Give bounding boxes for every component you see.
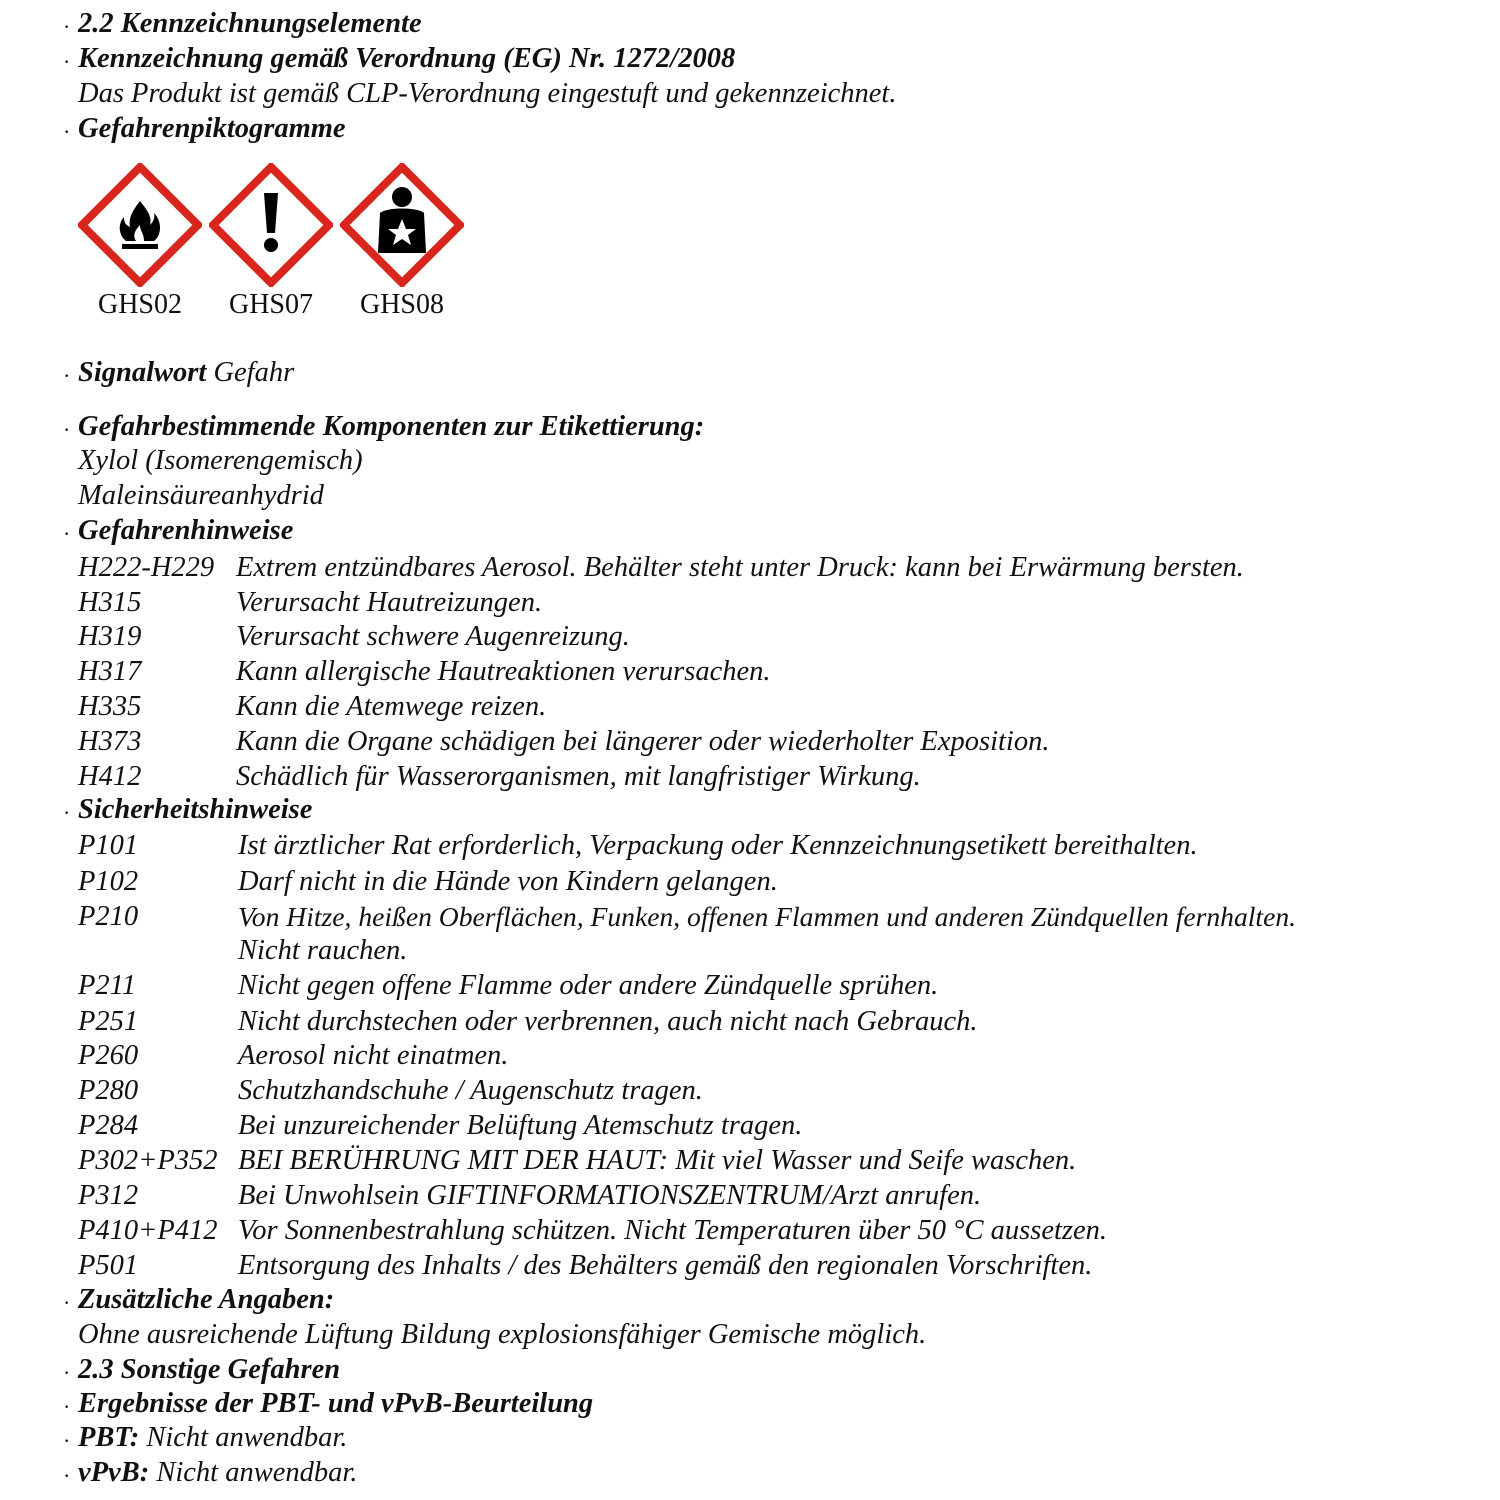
bullet: · [63,800,71,825]
component-item: Xylol (Isomerengemisch) [78,445,363,476]
precaution-text: Nicht gegen offene Flamme oder andere Zündquelle sprühen. [238,970,939,1001]
precaution-text: Schutzhandschuhe / Augenschutz tragen. [238,1075,703,1106]
precaution-text: Aerosol nicht einatmen. [238,1040,509,1071]
precaution-heading [78,796,312,825]
precaution-code: P501 [78,1250,139,1281]
precaution-code: P302+P352 [78,1145,218,1176]
vpvb-value: Nicht anwendbar. [156,1457,358,1488]
hazard-text: Verursacht schwere Augenreizung. [236,621,630,652]
precaution-code: P280 [78,1075,139,1106]
flame-icon [78,163,202,287]
bullet: · [63,521,71,546]
bullet: · [63,363,71,388]
precaution-text: Bei unzureichender Belüftung Atemschutz tragen. [238,1110,803,1141]
signal-word-label: Signalwort [78,357,207,388]
bullet: · [63,1463,71,1488]
section-2-3-text: 2.3 Sonstige Gefahren [78,1354,341,1385]
additional-text: Ohne ausreichende Lüftung Bildung explosionsfähiger Gemische möglich. [78,1319,927,1350]
component-item: Maleinsäureanhydrid [78,480,324,511]
components-heading-text: Gefahrbestimmende Komponenten zur Etikettierung: [78,411,705,442]
bullet: · [63,1290,71,1315]
precaution-text: Darf nicht in die Hände von Kindern gelangen. [238,866,778,897]
signal-word [78,359,294,388]
hazard-code: H317 [78,656,142,687]
precaution-code: P260 [78,1040,139,1071]
hazard-code: H335 [78,691,142,722]
hazard-text: Extrem entzündbares Aerosol. Behälter steht unter Druck: kann bei Erwärmung bersten. [236,552,1244,583]
hazard-text: Verursacht Hautreizungen. [236,587,543,618]
vpvb-row [78,1459,357,1488]
hazard-text: Kann die Atemwege reizen. [236,691,547,722]
exclamation-icon [209,163,333,287]
vpvb-label: vPvB: [78,1457,150,1488]
hazard-text: Kann die Organe schädigen bei längerer oder wiederholter Exposition. [236,726,1050,757]
health-hazard-icon [340,163,464,287]
bullet: · [63,49,71,74]
pictograms-heading-text: Gefahrenpiktogramme [78,113,346,144]
precaution-code: P410+P412 [78,1215,218,1246]
labelling-heading [78,45,735,74]
precaution-text: Nicht durchstechen oder verbrennen, auch nicht nach Gebrauch. [238,1006,978,1037]
precaution-text-continued: Nicht rauchen. [238,935,408,966]
hazard-heading-text: Gefahrenhinweise [78,515,294,546]
bullet: · [63,119,71,144]
precaution-code: P101 [78,830,139,861]
precaution-text: Von Hitze, heißen Oberflächen, Funken, offenen Flammen und anderen Zündquellen fernhalten. [238,901,1297,932]
hazard-text: Schädlich für Wasserorganismen, mit langfristiger Wirkung. [236,761,921,792]
labelling-text: Das Produkt ist gemäß CLP-Verordnung eingestuft und gekennzeichnet. [78,78,897,109]
additional-heading [78,1286,334,1315]
precaution-text: BEI BERÜHRUNG MIT DER HAUT: Mit viel Wasser und Seife waschen. [238,1145,1077,1176]
precaution-text: Bei Unwohlsein GIFTINFORMATIONSZENTRUM/Arzt anrufen. [238,1180,982,1211]
bullet: · [63,417,71,442]
precaution-text: Ist ärztlicher Rat erforderlich, Verpackung oder Kennzeichnungsetikett bereithalten. [238,830,1198,861]
precaution-code: P312 [78,1180,139,1211]
precaution-text: Entsorgung des Inhalts / des Behälters gemäß den regionalen Vorschriften. [238,1250,1093,1281]
precaution-code: P251 [78,1006,139,1037]
hazard-heading [78,517,293,546]
pbt-heading [78,1390,593,1419]
precaution-code: P211 [78,970,137,1001]
pbt-row [78,1424,347,1453]
section-2-2-heading [78,10,422,39]
precaution-heading-text: Sicherheitshinweise [78,794,313,825]
hazard-code: H315 [78,587,142,618]
precaution-code: P284 [78,1110,139,1141]
bullet: · [63,1360,71,1385]
precaution-code: P210 [78,901,139,932]
bullet: · [63,14,71,39]
hazard-code: H412 [78,761,142,792]
hazard-code: H222-H229 [78,552,215,583]
additional-heading-text: Zusätzliche Angaben: [78,1284,335,1315]
precaution-code: P102 [78,866,139,897]
hazard-text: Kann allergische Hautreaktionen verursachen. [236,656,771,687]
components-heading [78,413,704,442]
pbt-label: PBT: [78,1422,140,1453]
pbt-heading-text: Ergebnisse der PBT- und vPvB-Beurteilung [78,1388,594,1419]
pictogram-label-ghs02: GHS02 [97,289,182,320]
labelling-heading-text: Kennzeichnung gemäß Verordnung (EG) Nr. 1272/2008 [78,43,736,74]
hazard-code: H373 [78,726,142,757]
bullet: · [63,1394,71,1419]
section-2-2-text: 2.2 Kennzeichnungselemente [78,8,422,39]
bullet: · [63,1428,71,1453]
precaution-text: Vor Sonnenbestrahlung schützen. Nicht Temperaturen über 50 °C aussetzen. [238,1215,1107,1246]
pbt-value: Nicht anwendbar. [146,1422,348,1453]
hazard-code: H319 [78,621,142,652]
pictogram-label-ghs07: GHS07 [228,289,313,320]
section-2-3-heading [78,1356,340,1385]
pictogram-label-ghs08: GHS08 [359,289,444,320]
signal-word-value: Gefahr [213,357,295,388]
pictograms-heading [78,115,346,144]
